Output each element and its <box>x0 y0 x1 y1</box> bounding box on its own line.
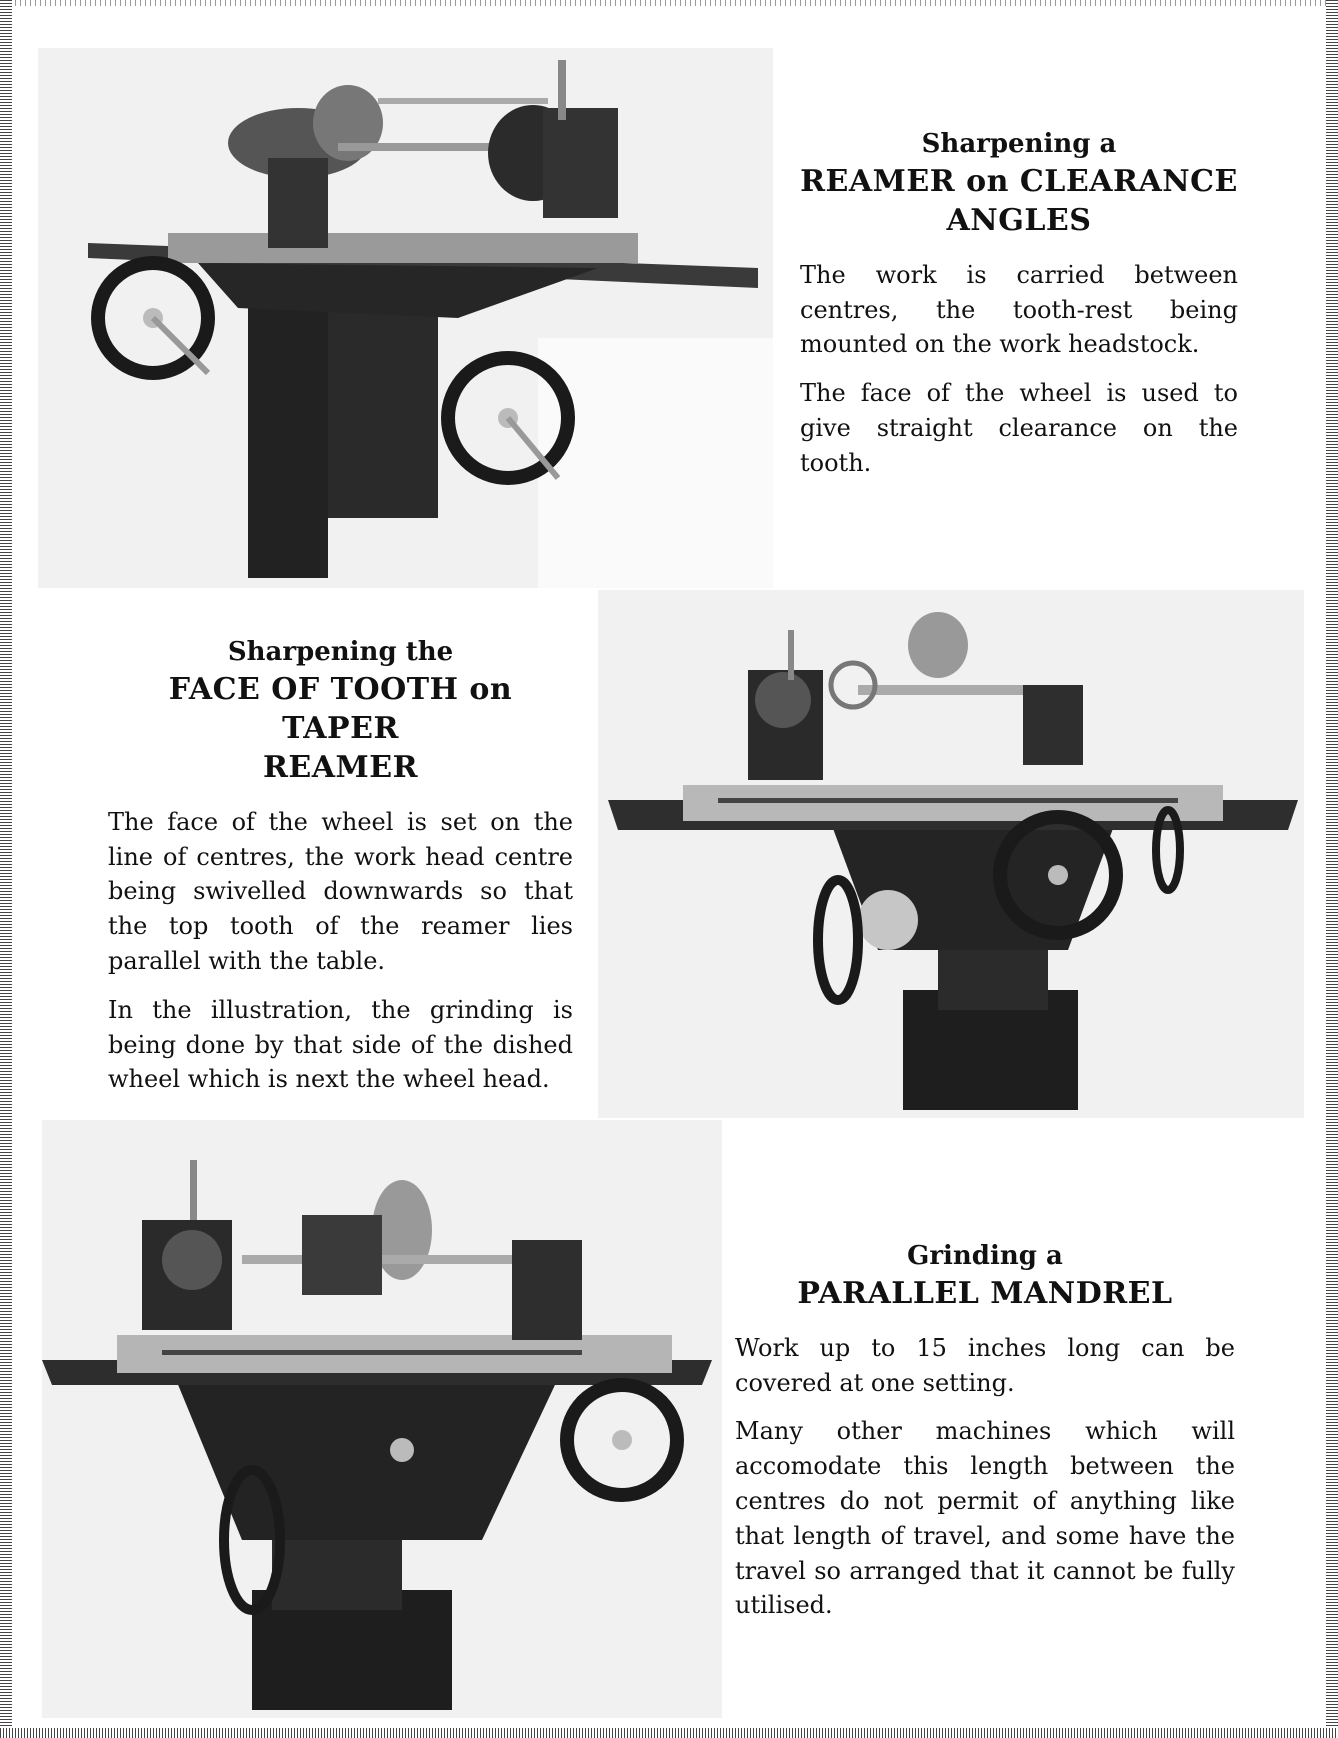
photo-face-of-tooth <box>598 590 1304 1118</box>
photo-parallel-mandrel <box>42 1120 722 1718</box>
section-2-heading <box>108 636 573 787</box>
left-edge-border <box>0 0 12 1738</box>
right-edge-border <box>1326 0 1338 1738</box>
section-1-heading <box>800 128 1238 240</box>
section-3-paragraph-2: Many other machines which will accomodate this length between the centres do not permit of anything like that length of travel, and some have the travel so arranged that it cannot be fully utilised. <box>735 1417 1235 1620</box>
section-1-paragraph-2: The face of the wheel is used to give straight clearance on the tooth. <box>800 379 1238 477</box>
grinder-illustration-1 <box>38 48 773 588</box>
section-face-of-tooth <box>108 636 573 1111</box>
section-2-heading-line2: REAMER <box>262 749 419 785</box>
grinder-illustration-2 <box>598 590 1304 1118</box>
section-1-paragraph-1: The work is carried between centres, the tooth-rest being mounted on the work headstock. <box>800 260 1238 359</box>
section-2-paragraph-1: The face of the wheel is set on the line of centres, the work head centre being swivelled downwards so that the top tooth of the reamer lies parallel with the table. <box>108 807 573 975</box>
section-1-heading-line2: ANGLES <box>946 202 1092 238</box>
section-3-paragraph-1: Work up to 15 inches long can be covered at one setting. <box>735 1333 1235 1397</box>
section-parallel-mandrel <box>735 1240 1235 1637</box>
grinder-illustration-3 <box>42 1120 722 1718</box>
section-reamer-clearance <box>800 128 1238 495</box>
section-3-heading-line1: PARALLEL MANDREL <box>797 1275 1173 1311</box>
section-2-paragraph-2: In the illustration, the grinding is being done by that side of the dished wheel which is next the wheel head. <box>108 995 573 1094</box>
section-3-heading-small: Grinding a <box>907 1241 1063 1271</box>
bottom-edge-border <box>0 1728 1338 1738</box>
section-1-heading-small: Sharpening a <box>921 129 1117 159</box>
section-1-heading-line1: REAMER on CLEARANCE <box>800 163 1238 199</box>
section-2-heading-line1: FACE OF TOOTH on TAPER <box>168 671 513 746</box>
top-edge-border <box>0 0 1338 6</box>
section-2-heading-small: Sharpening the <box>227 637 454 667</box>
photo-reamer-clearance <box>38 48 773 588</box>
section-3-heading <box>735 1240 1235 1313</box>
